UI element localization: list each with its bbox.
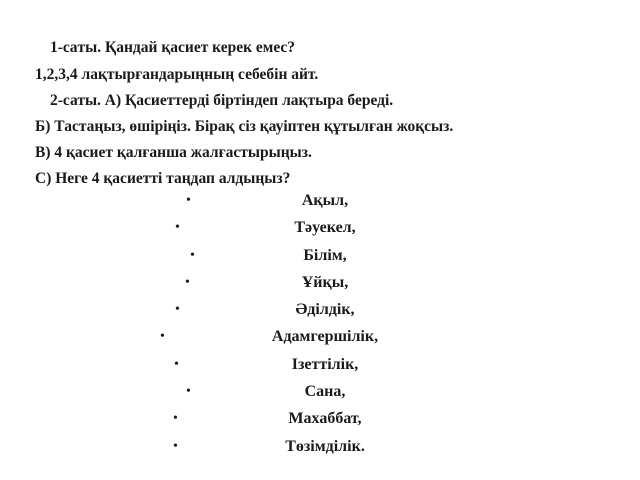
bullet-icon: •: [186, 193, 191, 208]
stage-1-question: 1-сaты. Қандай қасиет керек емес?: [50, 39, 296, 56]
list-item: [0, 187, 640, 214]
quality-label: Әділдік,: [295, 301, 355, 319]
list-item: [0, 378, 640, 405]
quality-label: Адамгершілік,: [271, 328, 379, 346]
stage-2-step-a: 2-саты. А) Қасиеттерді біртіндеп лақтыра береді.: [50, 92, 394, 109]
list-item: [0, 296, 640, 323]
quality-label: Ақыл,: [301, 192, 349, 209]
bullet-icon: •: [175, 220, 180, 236]
bullet-icon: •: [174, 356, 179, 372]
stage-2-step-b: Б) Тастаңыз, өшіріңіз. Бірақ сіз қауіптен құтылған жоқсыз.: [35, 118, 454, 135]
bullet-icon: •: [190, 247, 195, 263]
stage-2-step-c: В) 4 қасиет қалғанша жалғастырыңыз.: [35, 144, 312, 161]
list-item: [0, 405, 640, 432]
bullet-icon: •: [186, 384, 191, 400]
bullet-icon: •: [173, 438, 178, 454]
quality-label: Тәуекел,: [294, 219, 356, 237]
quality-label: Ұйқы,: [301, 273, 349, 291]
qualities-list: [0, 187, 640, 460]
list-item: [0, 323, 640, 350]
bullet-icon: •: [185, 274, 190, 290]
list-item: [0, 351, 640, 378]
quality-label: Махаббат,: [288, 410, 362, 428]
list-item: [0, 433, 640, 460]
bullet-icon: •: [175, 302, 180, 318]
list-item: [0, 269, 640, 296]
quality-label: Сана,: [304, 383, 346, 401]
quality-label: Білім,: [303, 246, 347, 264]
quality-label: Төзімділік.: [285, 437, 365, 455]
list-item: [0, 214, 640, 241]
quality-label: Ізеттілік,: [291, 355, 359, 373]
list-item: [0, 242, 640, 269]
bullet-icon: •: [160, 329, 165, 345]
stage-2-step-d: С) Неге 4 қасиетті таңдап алдыңыз?: [35, 170, 291, 187]
bullet-icon: •: [173, 411, 178, 427]
stage-1-instruction: 1,2,3,4 лақтырғандарыңның себебін айт.: [35, 66, 319, 83]
